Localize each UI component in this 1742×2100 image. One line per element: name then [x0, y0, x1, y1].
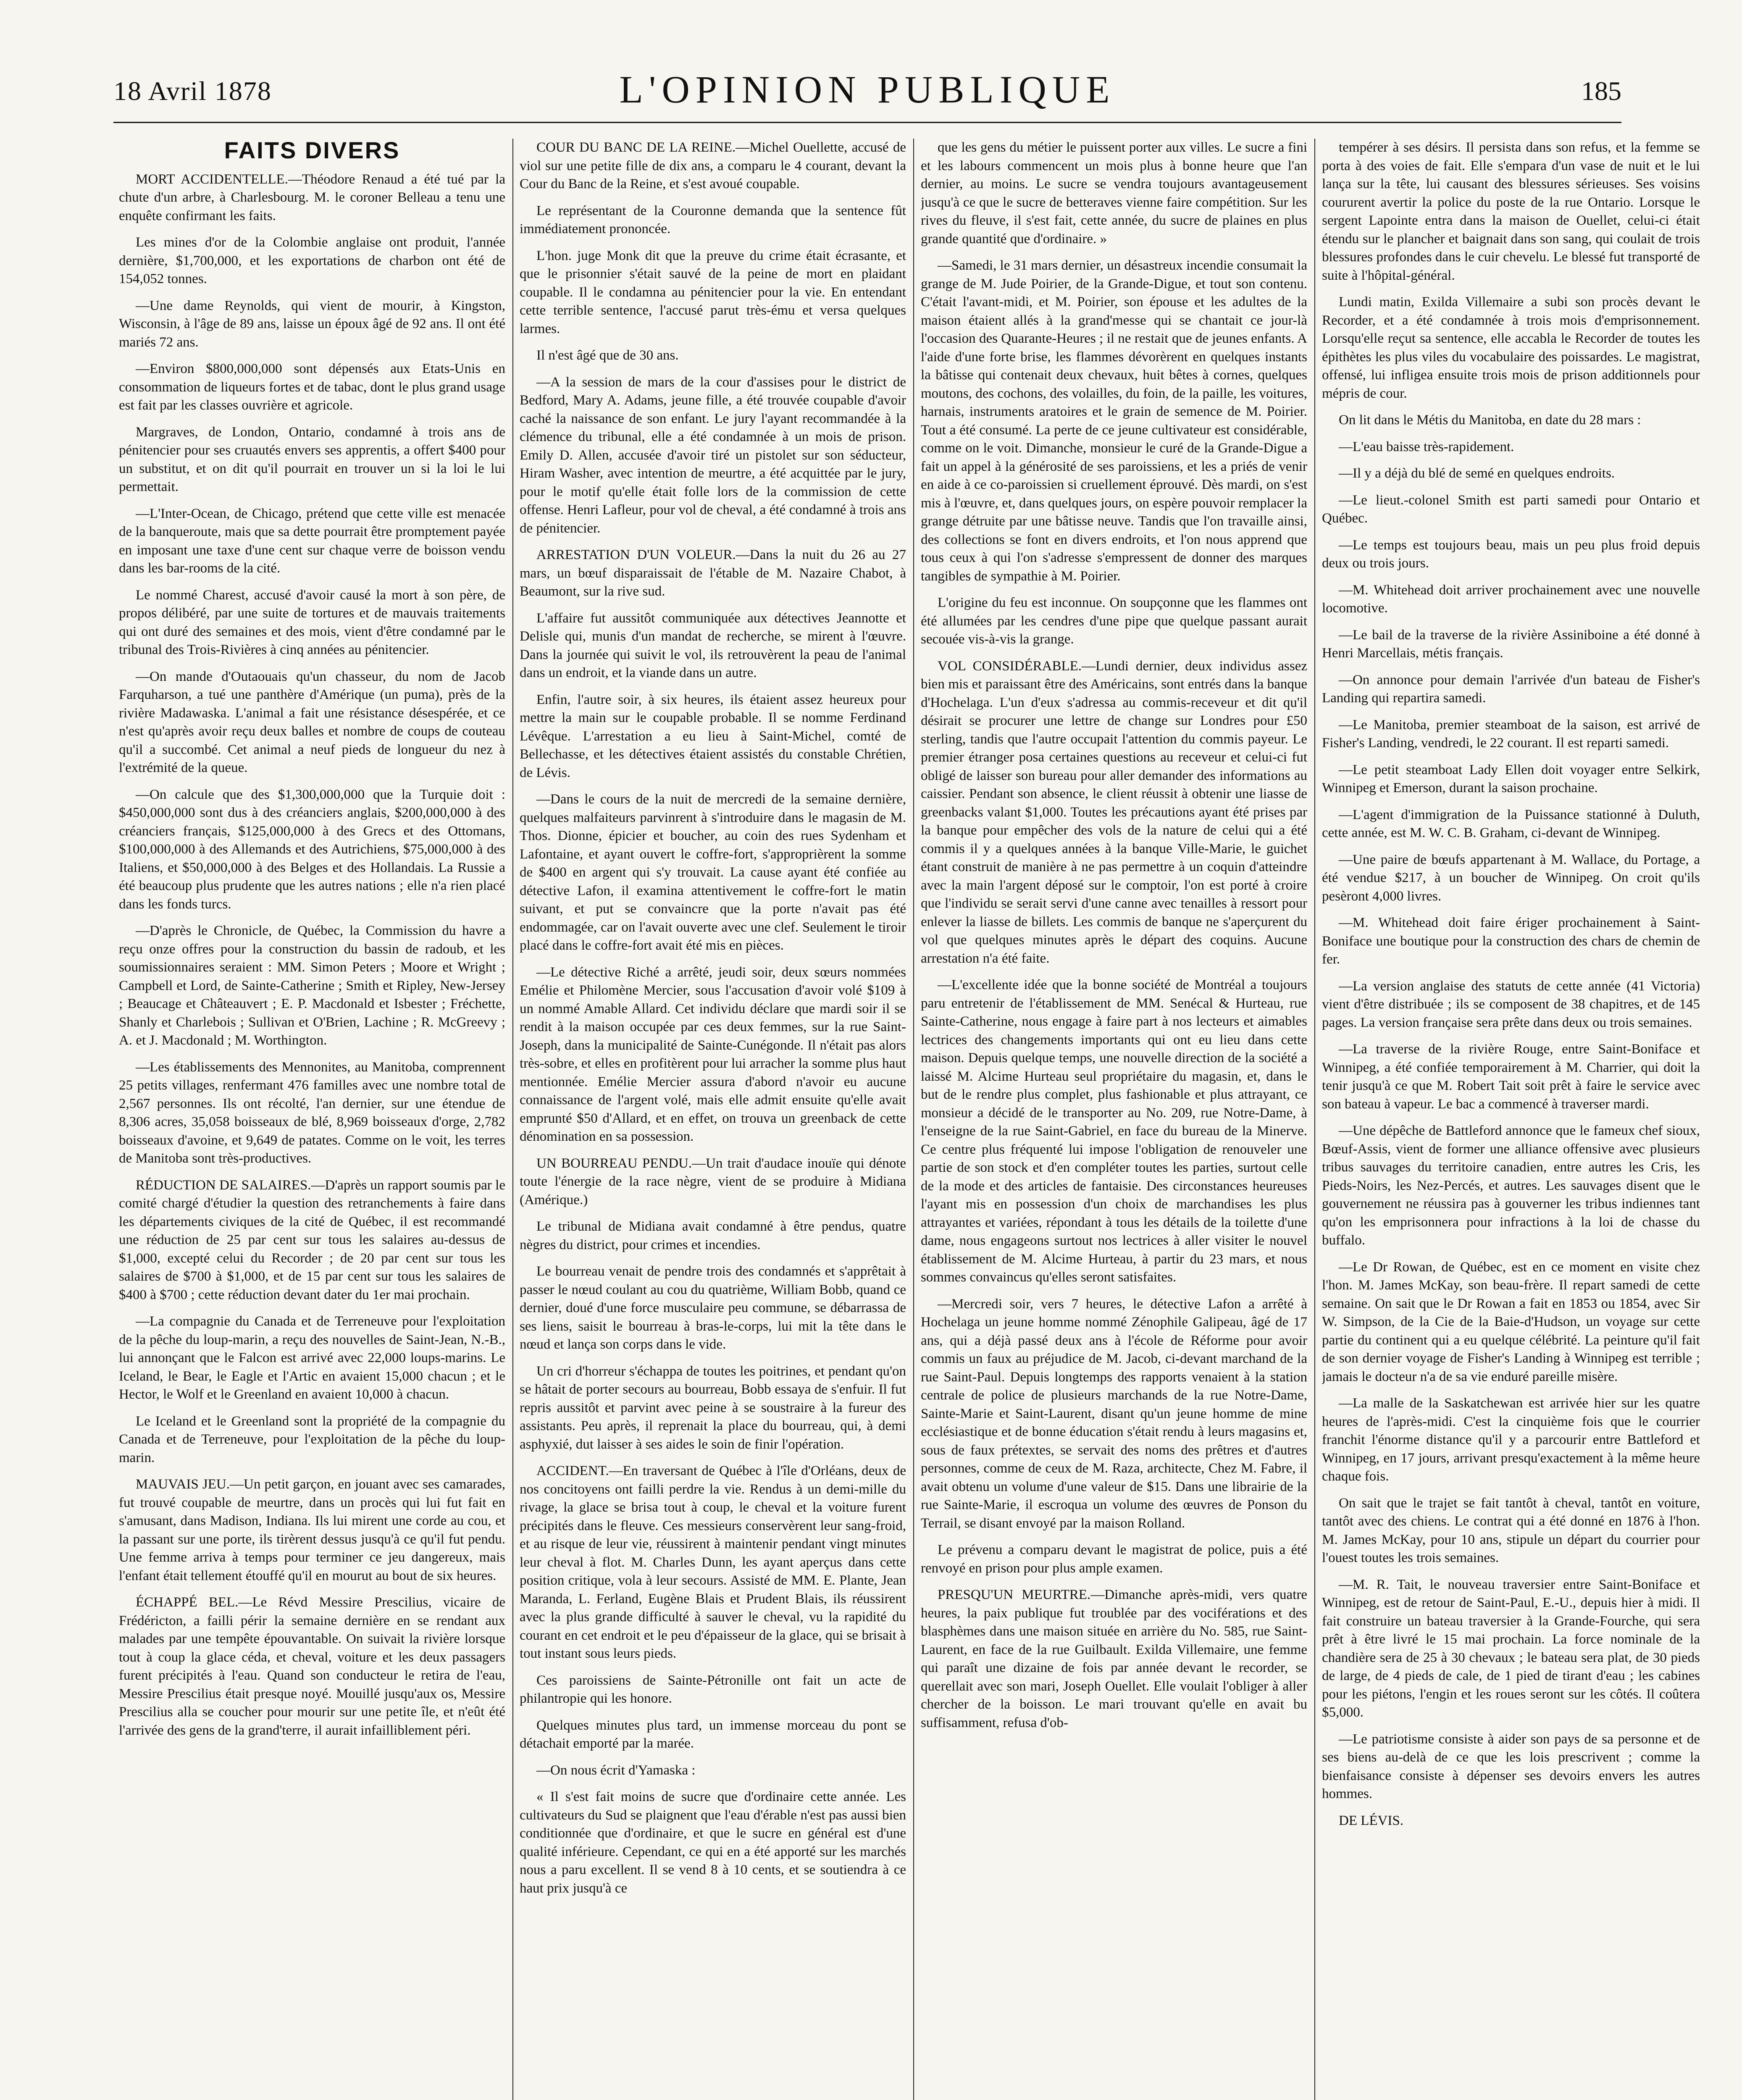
column-3-articles	[921, 139, 1307, 1732]
news-item: —Mercredi soir, vers 7 heures, le détective Lafon a arrêté à Hochelaga un jeune homme nommé Zénophile Galipeau, âgé de 17 ans, qui a déjà passé deux ans à l'école de Réforme pour avoir commis un faux au préjudice de M. Jacob, ci-devant marchand de la rue Saint-Paul. Depuis longtemps des rapports venaient à la station centrale de police de plusieurs marchands de la rue Notre-Dame, Sainte-Marie et Saint-Laurent, disant qu'un jeune homme de mine ecclésiastique et de bonne éducation s'était rendu à leurs magasins et, sous de faux prétextes, se servait des noms des prêtres et d'autres personnes, comme de ceux de M. Raza, architecte, Chez M. Fabre, il avait obtenu un volume d'une valeur de $15. Dans une librairie de la rue Sainte-Marie, il escroqua un volume des œuvres de Ponson du Terrail, se disant envoyé par la maison Rolland.	[921, 1296, 1307, 1531]
news-item: On lit dans le Métis du Manitoba, en date du 28 mars :	[1339, 412, 1641, 428]
news-item: DE LÉVIS.	[1339, 1813, 1403, 1828]
news-item: « Il s'est fait moins de sucre que d'ordinaire cette année. Les cultivateurs du Sud se plaignent que l'eau d'érable n'est pas aussi bien conditionnée que d'ordinaire, et que le sucre en général est d'une qualité inférieure. Cependant, ce qui en a été apporté sur les marchés nous a paru excellent. Il se vend 8 à 10 cents, et se soutiendra à ce haut prix jusqu'à ce	[520, 1789, 906, 1896]
news-item: ARRESTATION D'UN VOLEUR.—Dans la nuit du 26 au 27 mars, un bœuf disparaissait de l'étable de M. Nazaire Chabot, à Beaumont, sur la rive sud.	[520, 547, 906, 599]
news-item: ÉCHAPPÉ BEL.—Le Révd Messire Prescilius, vicaire de Frédéricton, a failli périr la semaine dernière en se rendant aux malades par une tempête épouvantable. On suivait la rivière lorsque tout à coup la glace céda, et cheval, voiture et les deux passagers furent précipités à l'eau. Quand son conducteur le retira de l'eau, Messire Prescilius était presque noyé. Mouillé jusqu'aux os, Messire Prescilius alla se coucher pour mourir sur une petite île, et n'eût été l'arrivée des gens de la grand'terre, il aurait infailliblement péri.	[119, 1595, 505, 1738]
section-title: FAITS DIVERS	[224, 139, 400, 163]
news-item: Un cri d'horreur s'échappa de toutes les poitrines, et pendant qu'on se hâtait de porter secours au bourreau, Bobb essaya de s'enfuir. Il fut repris aussitôt et parvint avec peine à se soustraire à la fureur des assistants. Peu après, il reprenait la place du bourreau, qui, à demi asphyxié, dut laisser à ses aides le soin de finir l'opération.	[520, 1363, 906, 1452]
news-item: —L'agent d'immigration de la Puissance stationné à Duluth, cette année, est M. W. C. B. Graham, ci-devant de Winnipeg.	[1322, 807, 1700, 840]
news-item: —Le patriotisme consiste à aider son pays de sa personne et de ses biens au-delà de ce que les lois prescrivent ; comme la bienfaisance consiste à dépenser ses devoirs envers les autres hommes.	[1322, 1731, 1700, 1801]
news-item: Quelques minutes plus tard, un immense morceau du pont se détachait emporté par la marée.	[520, 1717, 906, 1751]
column-4	[1322, 139, 1700, 2100]
news-item: RÉDUCTION DE SALAIRES.—D'après un rapport soumis par le comité chargé d'étudier la question des retranchements à faire dans les départements civiques de la cité de Québec, il est recommandé une réduction de 25 par cent sur tous les salaires au-dessus de $1,000, excepté celui du Recorder ; de 20 par cent sur tous les salaires de $700 à $1,000, et de 15 par cent sur tous les salaires de $400 à $700 ; cette réduction devant dater du 1er mai prochain.	[119, 1177, 505, 1302]
news-item: —Le détective Riché a arrêté, jeudi soir, deux sœurs nommées Emélie et Philomène Mercier, sous l'accusation d'avoir volé $109 à un nommé Amable Allard. Cet individu déclare que mardi soir il se rendit à la maison occupée par ces deux femmes, sur la rue Saint-Joseph, dans la municipalité de Sainte-Cunégonde. Il n'était pas alors très-sobre, et elles en profitèrent pour lui arracher la somme plus haut mentionnée. Emélie Mercier assura d'abord n'avoir eu aucune connaissance de l'argent volé, mais elle admit ensuite qu'elle avait emprunté $50 d'Allard, et en effet, on trouva un greenback de cette dénomination en sa possession.	[520, 964, 906, 1144]
news-item: Il n'est âgé que de 30 ans.	[536, 348, 679, 363]
news-item: —L'Inter-Ocean, de Chicago, prétend que cette ville est menacée de la banqueroute, mais que sa dette pourrait être promptement payée en imposant une taxe d'une cent sur chaque verre de boisson vendu dans les bar-rooms de la cité.	[119, 506, 505, 576]
news-item: tempérer à ses désirs. Il persista dans son refus, et la femme se porta à des voies de fait. Elle s'empara d'un vase de nuit et le lui lança sur la tête, lui causant des blessures sérieuses. Ses voisins coururent avertir la police du poste de la rue Ontario. Lorsque le sergent Lapointe entra dans la maison de Ouellet, celui-ci était étendu sur le plancher et baignait dans son sang, qui coulait de trois blessures profondes dans le cuir chevelu. Le blessé fut transporté de suite à l'hôpital-général.	[1322, 140, 1700, 283]
news-item: —L'eau baisse très-rapidement.	[1339, 439, 1514, 454]
column-2	[520, 139, 906, 2100]
news-item: Enfin, l'autre soir, à six heures, ils étaient assez heureux pour mettre la main sur le coupable probable. Il se nomme Ferdinand Lévêque. L'arrestation a eu lieu à Saint-Michel, comté de Bellechasse, et les détectives étaient assistés du constable Chrétien, de Lévis.	[520, 692, 906, 780]
news-item: On sait que le trajet se fait tantôt à cheval, tantôt en voiture, tantôt avec des chiens. Le contrat qui a été donné en 1876 à l'hon. M. James McKay, pour 10 ans, stipule un départ du courrier pour l'ouest toutes les trois semaines.	[1322, 1495, 1700, 1565]
news-item: Le Iceland et le Greenland sont la propriété de la compagnie du Canada et de Terreneuve, pour l'exploitation de la pêche du loup-marin.	[119, 1413, 505, 1465]
column-divider	[913, 139, 914, 2100]
news-item: Le tribunal de Midiana avait condamné à être pendus, quatre nègres du district, pour crimes et incendies.	[520, 1219, 906, 1252]
news-item: —Une paire de bœufs appartenant à M. Wallace, du Portage, a été vendue $217, à un boucher de Winnipeg. On croit qu'ils pesèront 4,000 livres.	[1322, 852, 1700, 904]
news-item: —On calcule que des $1,300,000,000 que la Turquie doit : $450,000,000 sont dus à des créanciers anglais, $200,000,000 à des créanciers français, $125,000,000 à des Grecs et des Ottomans, $100,000,000 à des Allemands et des Autrichiens, $75,000,000 à des Italiens, et $50,000,000 à des Belges et des Hollandais. La Russie a été beaucoup plus prudente que les autres nations ; elle n'a rien placé dans les fonds turcs.	[119, 787, 505, 912]
news-item: Margraves, de London, Ontario, condamné à trois ans de pénitencier pour ses cruautés envers ses apprentis, a offert $400 pour un substitut, et on dit qu'il pourrait en trouver un si la loi le lui permettait.	[119, 424, 505, 494]
page-number: 185	[1581, 76, 1621, 106]
news-item: —M. Whitehead doit arriver prochainement avec une nouvelle locomotive.	[1322, 582, 1700, 616]
news-item: —La traverse de la rivière Rouge, entre Saint-Boniface et Winnipeg, a été confiée temporairement à M. Charrier, qui doit la tenir jusqu'à ce que M. Robert Tait soit prêt à faire le service avec son bateau à vapeur. Le bac a commencé à traverser mardi.	[1322, 1042, 1700, 1112]
news-item: —La malle de la Saskatchewan est arrivée hier sur les quatre heures de l'après-midi. C'est la cinquième fois que le courrier franchit l'énorme distance qu'il y a parcourir entre Battleford et Winnipeg, en 17 jours, arrivant presqu'exactement à la même heure chaque fois.	[1322, 1396, 1700, 1484]
column-divider	[1314, 139, 1315, 2100]
news-item: —On mande d'Outaouais qu'un chasseur, du nom de Jacob Farquharson, a tué une panthère d'Amérique (un puma), près de la rivière Madawaska. L'animal a fait une résistance désespérée, et ce n'est qu'après avoir reçu deux balles et nombre de coups de couteau qu'il a succombé. Cet animal a neuf pieds de longueur du nez à l'extrémité de la queue.	[119, 669, 505, 775]
news-item: —Environ $800,000,000 sont dépensés aux Etats-Unis en consommation de liqueurs fortes et de tabac, dont le plus grand usage est fait par les classes ouvrière et agricole.	[119, 361, 505, 413]
news-item: MORT ACCIDENTELLE.—Théodore Renaud a été tué par la chute d'un arbre, à Charlesbourg. M. le coroner Belleau a tenu une enquête confirmant les faits.	[119, 171, 505, 223]
news-item: VOL CONSIDÉRABLE.—Lundi dernier, deux individus assez bien mis et paraissant être des Américains, sont entrés dans la banque d'Hochelaga. L'un d'eux s'adressa au commis-receveur et dit qu'il désirait se procurer une lettre de change sur Londres pour £50 sterling, tandis que l'autre occupait l'attention du commis payeur. Le premier étranger posa certaines questions au receveur et celui-ci fut obligé de laisser son bureau pour aller demander des informations au caissier. Pendant son absence, le client réussit à obtenir une liasse de greenbacks valant $1,000. Toutes les précautions ayant été prises par la banque pour empêcher des vols de la nature de celui qui a été commis il y a quelques années à la banque Ville-Marie, le guichet étant construit de manière à ne pas permettre à un coquin d'atteindre avec la main l'argent déposé sur le comptoir, l'on est porté à croire que l'individu se serait servi d'une canne avec tenailles à ressort pour enlever la liasse de billets. Les commis de banque ne s'aperçurent du vol que quelques minutes après le départ des coquins. Aucune arrestation n'a été faite.	[921, 658, 1307, 966]
news-item: —La compagnie du Canada et de Terreneuve pour l'exploitation de la pêche du loup-marin, a reçu des nouvelles de Saint-Jean, N.-B., lui annonçant que le Falcon est arrivé avec 22,000 loups-marins. Le Iceland, le Bear, le Eagle et l'Artic en avaient 15,000 chacun ; et le Hector, le Wolf et le Greenland en avaient 10,000 à chacun.	[119, 1314, 505, 1402]
news-item: —Le Manitoba, premier steamboat de la saison, est arrivé de Fisher's Landing, vendredi, le 22 courant. Il est reparti samedi.	[1322, 717, 1700, 751]
news-item: —La version anglaise des statuts de cette année (41 Victoria) vient d'être distribuée ; ils se composent de 38 chapitres, et de 145 pages. La version française sera prête dans deux ou trois semaines.	[1322, 978, 1700, 1030]
column-1	[119, 139, 505, 2100]
column-divider	[512, 139, 513, 2100]
issue-date: 18 Avril 1878	[113, 76, 272, 106]
news-item: L'affaire fut aussitôt communiquée aux détectives Jeannotte et Delisle qui, munis d'un mandat de recherche, se mirent à l'œuvre. Dans la journée qui suivit le vol, ils retrouvèrent la peau de l'animal dans un endroit, et la viande dans un autre.	[520, 610, 906, 680]
column-4-articles	[1322, 139, 1700, 1830]
column-1-articles	[119, 171, 505, 1740]
news-item: —Il y a déjà du blé de semé en quelques endroits.	[1339, 466, 1615, 481]
news-item: Le représentant de la Couronne demanda que la sentence fût immédiatement prononcée.	[520, 203, 906, 236]
news-item: —A la session de mars de la cour d'assises pour le district de Bedford, Mary A. Adams, jeune fille, a été trouvée coupable d'avoir caché la naissance de son enfant. Le jury l'ayant recommandée à la clémence du tribunal, elle a été condamnée à un mois de prison. Emily D. Allen, accusée d'avoir tiré un pistolet sur son séducteur, Hiram Washer, avec intention de meurtre, a été acquittée par le jury, pour le motif qu'elle était folle lors de la commission de cette offense. Henri Lafleur, pour vol de cheval, a été condamné à trois ans de pénitencier.	[520, 374, 906, 536]
news-item: —Une dame Reynolds, qui vient de mourir, à Kingston, Wisconsin, à l'âge de 89 ans, laisse un époux âgé de 92 ans. Il ont été mariés 72 ans.	[119, 298, 505, 350]
newspaper-title: L'OPINION PUBLIQUE	[619, 68, 1116, 111]
news-item: Les mines d'or de la Colombie anglaise ont produit, l'année dernière, $1,700,000, et les exportations de charbon ont été de 154,052 tonnes.	[119, 235, 505, 286]
news-item: L'hon. juge Monk dit que la preuve du crime était écrasante, et que le prisonnier s'était sauvé de la peine de mort en plaidant coupable. Il le condamna au pénitencier pour la vie. En entendant cette terrible sentence, l'accusé parut très-ému et versa quelques larmes.	[520, 248, 906, 336]
news-item: —On annonce pour demain l'arrivée d'un bateau de Fisher's Landing qui repartira samedi.	[1322, 672, 1700, 706]
news-item: Lundi matin, Exilda Villemaire a subi son procès devant le Recorder, et a été condamnée à trois mois d'emprisonnement. Lorsqu'elle reçut sa sentence, elle accabla le Recorder de toutes les épithètes les plus viles du vocabulaire des poissardes. Le magistrat, offensé, lui infligea ensuite trois mois de prison additionnels pour mépris de cour.	[1322, 294, 1700, 401]
column-3	[921, 139, 1307, 2100]
news-item: —On nous écrit d'Yamaska :	[536, 1762, 696, 1778]
news-item: Le nommé Charest, accusé d'avoir causé la mort à son père, de propos délibéré, par une suite de tortures et de mauvais traitements qui ont duré des semaines et des mois, vient d'être condamné par le tribunal des Trois-Rivières à cinq années au pénitencier.	[119, 587, 505, 657]
news-item: —Les établissements des Mennonites, au Manitoba, comprennent 25 petits villages, renfermant 476 familles avec une nombre total de 2,567 personnes. Ils ont récolté, l'an dernier, sur une étendue de 8,306 acres, 35,058 boisseaux de blé, 8,969 boisseaux d'orge, 2,782 boisseaux d'avoine, et 9,649 de patates. Comme on le voit, les terres de Manitoba sont très-productives.	[119, 1059, 505, 1166]
news-item: —Samedi, le 31 mars dernier, un désastreux incendie consumait la grange de M. Jude Poirier, de la Grande-Digue, et tout son contenu. C'était l'avant-midi, et M. Poirier, son épouse et les adultes de la maison étaient allés à la grand'messe qui se chantait ce jour-là l'occasion des Quarante-Heures ; il ne restait que de jeunes enfants. A l'aide d'une forte brise, les flammes dévorèrent en quelques instants la bâtisse qui contenait deux chevaux, huit bêtes à cornes, quelques moutons, des cochons, des volailles, du foin, de la paille, les voitures, harnais, instruments aratoires et le grain de semence de M. Poirier. Tout a été consumé. La perte de ce jeune cultivateur est considérable, comme on le voit. Dimanche, monsieur le curé de la Grande-Digue a fait un appel à la générosité de ses paroissiens, et les a priés de venir en aide à ce co-paroissien si cruellement éprouvé. Dès mardi, on s'est mis à l'œuvre, et, dans quelques jours, on espère pouvoir remplacer la grange détruite par une bâtisse neuve. Tandis que l'on travaille ainsi, des collections se font en divers endroits, et l'on nous apprend que tous ceux à qui l'on s'adresse s'empressent de donner des marques tangibles de sympathie à M. Poirier.	[921, 258, 1307, 584]
news-item: —D'après le Chronicle, de Québec, la Commission du havre a reçu onze offres pour la construction du bassin de radoub, et les soumissionnaires seraient : MM. Simon Peters ; Moore et Wright ; Campbell et Lord, de Sainte-Catherine ; Smith et Ripley, New-Jersey ; Beaucage et Châteauvert ; E. P. Macdonald et Isbester ; Fréchette, Shanly et Charlebois ; Sullivan et O'Brien, Lachine ; R. McGreevy ; A. et J. Macdonald ; M. Worthington.	[119, 923, 505, 1048]
news-item: Le prévenu a comparu devant le magistrat de police, puis a été renvoyé en prison pour plus ample examen.	[921, 1542, 1307, 1576]
news-item: —Le Dr Rowan, de Québec, est en ce moment en visite chez l'hon. M. James McKay, son beau-frère. Il repart samedi de cette semaine. On sait que le Dr Rowan a fait en 1853 ou 1854, avec Sir W. Simpson, de la Cie de la Baie-d'Hudson, un voyage sur cette partie du continent qui a eu quelque célébrité. La peinture qu'il fait de son dernier voyage de Fisher's Landing à Winnipeg est terrible ; jamais le docteur n'a de sa vie enduré pareille misère.	[1322, 1259, 1700, 1384]
news-item: MAUVAIS JEU.—Un petit garçon, en jouant avec ses camarades, fut trouvé coupable de meurtre, dans un procès qui lui fut fait en s'amusant, dans Madison, Indiana. Ils lui mirent une corde au cou, et la passant sur une porte, ils tirèrent dessus jusqu'à ce qu'il fut pendu. Une femme arriva à temps pour terminer ce jeu dangereux, mais l'enfant était tellement étouffé qu'il en mourut au bout de six heures.	[119, 1477, 505, 1583]
header-rule	[113, 122, 1621, 123]
news-item: —Le temps est toujours beau, mais un peu plus froid depuis deux ou trois jours.	[1322, 537, 1700, 571]
news-item: UN BOURREAU PENDU.—Un trait d'audace inouïe qui dénote toute l'énergie de la race nègre, vient de se produire à Midiana (Amérique.)	[520, 1155, 906, 1208]
news-item: ACCIDENT.—En traversant de Québec à l'île d'Orléans, deux de nos concitoyens ont failli perdre la vie. Rendus à un demi-mille du rivage, la glace se brisa tout à coup, le cheval et la voiture furent précipités dans le fleuve. Ces messieurs conservèrent leur sang-froid, et au risque de leur vie, réussirent à maintenir pendant vingt minutes leur cheval à flot. M. Charles Dunn, les ayant aperçus dans cette position critique, vola à leur secours. Assisté de MM. E. Plante, Jean Maranda, L. Ferland, Eugène Blais et Prudent Blais, ils réussirent avec la plus grande difficulté à sauver le cheval, vu la rapidité du courant en cet endroit et le peu d'épaisseur de la glace, qui se brisait à tout instant sous leurs pieds.	[520, 1463, 906, 1661]
news-item: —Le lieut.-colonel Smith est parti samedi pour Ontario et Québec.	[1322, 492, 1700, 526]
news-item: —Le bail de la traverse de la rivière Assiniboine a été donné à Henri Marcellais, métis français.	[1322, 627, 1700, 661]
news-item: —Le petit steamboat Lady Ellen doit voyager entre Selkirk, Winnipeg et Emerson, durant la saison prochaine.	[1322, 762, 1700, 795]
news-item: L'origine du feu est inconnue. On soupçonne que les flammes ont été allumées par les cendres d'une pipe que quelque passant aurait secouée vis-à-vis la grange.	[921, 595, 1307, 647]
news-item: —Une dépêche de Battleford annonce que le fameux chef sioux, Bœuf-Assis, vient de former une alliance offensive avec plusieurs tribus sauvages du territoire canadien, entre autres les Cris, les Pieds-Noirs, les Nez-Percés, et autres. Les sauvages disent que le gouvernement ne réussira pas à gouverner les tribus indiennes tant qu'on les emprisonnera pour infractions à la loi de chasse du buffalo.	[1322, 1123, 1700, 1248]
news-item: que les gens du métier le puissent porter aux villes. Le sucre a fini et les labours commencent un mois plus à bonne heure que l'an dernier, au moins. Le sucre se vendra toujours avantageusement jusqu'à ce que le sucre de betteraves vienne faire compétition. Sur les rives du fleuve, il s'est fait, cette année, du sucre de plaines en plus grande quantité que d'ordinaire. »	[921, 140, 1307, 247]
news-item: PRESQU'UN MEURTRE.—Dimanche après-midi, vers quatre heures, la paix publique fut troublée par des vociférations et des blasphèmes dans une maison située en arrière du No. 585, rue Saint-Laurent, en face de la rue Guilbault. Exilda Villemaire, une femme qui paraît une dizaine de fois par année devant le recorder, se querellait avec son mari, Joseph Ouellet. Elle voulait l'obliger à aller chercher de la boisson. Le mari trouvant qu'elle en avait bu suffisamment, refusa d'ob-	[921, 1587, 1307, 1730]
news-item: —M. Whitehead doit faire ériger prochainement à Saint-Boniface une boutique pour la construction des chars de chemin de fer.	[1322, 915, 1700, 967]
news-item: —Dans le cours de la nuit de mercredi de la semaine dernière, quelques malfaiteurs parvinrent à s'introduire dans le magasin de M. Thos. Dionne, épicier et boucher, au coin des rues Sydenham et Lafontaine, et ayant ouvert le coffre-fort, s'approprièrent la somme de $400 en argent qui s'y trouvait. La cause ayant été confiée au détective Lafon, il examina attentivement le coffre-fort le matin suivant, et put se convaincre que la porte n'avait pas été endommagée, car on l'avait ouverte avec une clef. Seulement le tiroir placé dans le coffre-fort avait été mis en pièces.	[520, 792, 906, 953]
news-item: —M. R. Tait, le nouveau traversier entre Saint-Boniface et Winnipeg, est de retour de Saint-Paul, E.-U., depuis hier à midi. Il fait construire un bateau traversier à la Grande-Fourche, qui sera prêt à être livré le 15 mai prochain. La force nominale de la chandière sera de 25 à 30 chevaux ; le bateau sera plat, de 30 pieds de large, de 4 pieds de cale, de 1 pied de tirant d'eau ; les cabines pour les piétons, l'engin et les roues seront sur les côtés. Il coûtera $5,000.	[1322, 1577, 1700, 1720]
masthead	[113, 67, 1621, 113]
news-item: Le bourreau venait de pendre trois des condamnés et s'apprêtait à passer le nœud coulant au cou du quatrième, William Bobb, quand ce dernier, doué d'une force musculaire peu commune, se débarrassa de ses liens, saisit le bourreau à bras-le-corps, lui mit la tête dans le nœud et lança son corps dans le vide.	[520, 1264, 906, 1352]
news-item: Ces paroissiens de Sainte-Pétronille ont fait un acte de philantropie qui les honore.	[520, 1672, 906, 1706]
column-2-articles	[520, 139, 906, 1898]
news-item: COUR DU BANC DE LA REINE.—Michel Ouellette, accusé de viol sur une petite fille de dix ans, a comparu le 4 courant, devant la Cour du Banc de la Reine, et s'est avoué coupable.	[520, 140, 906, 192]
news-item: —L'excellente idée que la bonne société de Montréal a toujours paru entretenir de l'établissement de MM. Senécal & Hurteau, rue Sainte-Catherine, nous engage à faire part à nos lecteurs et aimables lectrices des changements importants qui ont eu lieu dans cette maison. Depuis quelque temps, une nouvelle direction de la société a laissé M. Alcime Hurteau seul propriétaire du magasin, et, dans le but de le rendre plus complet, plus fashionable et plus attrayant, ce monsieur a décidé de le transporter au No. 209, rue Notre-Dame, à l'enseigne de la rue Saint-Gabriel, en face du bureau de la Minerve. Ce centre plus fréquenté lui impose l'obligation de renouveler une partie de son stock et d'en compléter toutes les parties, surtout celle de la mode et des articles de fantaisie. Des circonstances heureuses l'ayant mis en possession d'un choix de marchandises les plus attrayantes et variées, répondant à tous les détails de la toilette d'une dame, nous engageons surtout nos lectrices à aller visiter le nouvel établissement de M. Alcime Hurteau, à partir du 23 mars, et nous sommes convaincus qu'elles seront satisfaites.	[921, 977, 1307, 1285]
